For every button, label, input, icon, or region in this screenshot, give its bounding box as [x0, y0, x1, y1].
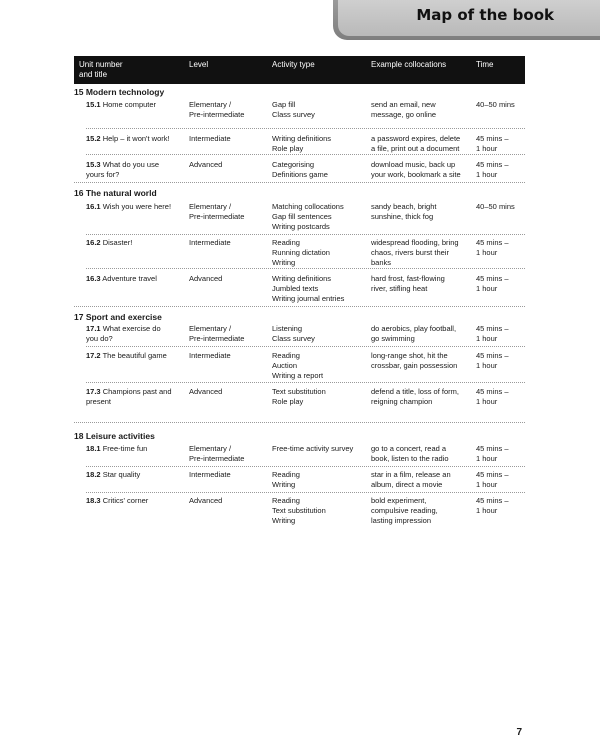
row-divider: [86, 154, 525, 155]
unit-cell: [86, 324, 186, 344]
level-cell: Elementary / Pre-intermediate: [189, 202, 245, 221]
time-cell: 45 mins – 1 hour: [476, 238, 509, 257]
header-time: Time: [476, 60, 494, 69]
header-collocations: Example collocations: [371, 60, 447, 69]
level-cell: Elementary / Pre-intermediate: [189, 444, 245, 463]
activity-cell: Categorising Definitions game: [272, 160, 328, 179]
unit-cell: [86, 100, 186, 110]
unit-cell: [86, 444, 186, 454]
level-cell: Elementary / Pre-intermediate: [189, 324, 245, 343]
collocations-cell: go to a concert, read a book, listen to the radio: [371, 444, 449, 463]
unit-number: 15.3: [86, 160, 101, 169]
unit-number: 16.1: [86, 202, 101, 211]
map-table: [74, 56, 525, 525]
table-header: [74, 56, 525, 84]
unit-cell: [86, 160, 186, 180]
unit-cell: [86, 202, 186, 212]
time-cell: 45 mins – 1 hour: [476, 351, 509, 370]
collocations-cell: long-range shot, hit the crossbar, gain possession: [371, 351, 458, 370]
collocations-cell: defend a title, loss of form, reigning champion: [371, 387, 459, 406]
collocations-cell: sandy beach, bright sunshine, thick fog: [371, 202, 437, 221]
row-divider: [86, 382, 525, 383]
section-title: 16 The natural world: [74, 188, 157, 198]
unit-title: Home computer: [102, 100, 157, 109]
activity-cell: Gap fill Class survey: [272, 100, 315, 119]
collocations-cell: do aerobics, play football, go swimming: [371, 324, 457, 343]
unit-title: Wish you were here!: [102, 202, 172, 211]
level-cell: Intermediate: [189, 238, 231, 247]
section-divider: [74, 182, 525, 183]
level-cell: Elementary / Pre-intermediate: [189, 100, 245, 119]
activity-cell: Reading Running dictation Writing: [272, 238, 330, 267]
level-cell: Advanced: [189, 496, 223, 505]
activity-cell: Writing definitions Jumbled texts Writing journal entries: [272, 274, 345, 303]
activity-cell: Reading Text substitution Writing: [272, 496, 326, 525]
unit-title: What exercise do you do?: [86, 324, 161, 343]
level-cell: Advanced: [189, 160, 223, 169]
section-title: 15 Modern technology: [74, 87, 165, 97]
section-title: 17 Sport and exercise: [74, 312, 162, 322]
unit-cell: [86, 496, 186, 506]
activity-cell: Reading Auction Writing a report: [272, 351, 324, 380]
page-title: Map of the book: [416, 6, 554, 24]
unit-title: Champions past and present: [86, 387, 172, 406]
unit-number: 16.3: [86, 274, 101, 283]
activity-cell: Matching collocations Gap fill sentences Writing postcards: [272, 202, 344, 231]
unit-cell: [86, 274, 186, 284]
row-divider: [86, 466, 525, 467]
level-cell: Intermediate: [189, 351, 231, 360]
time-cell: 45 mins – 1 hour: [476, 160, 509, 179]
row-divider: [86, 492, 525, 493]
unit-cell: [86, 351, 186, 361]
time-cell: 40–50 mins: [476, 202, 515, 211]
unit-number: 18.2: [86, 470, 101, 479]
map-of-book-tab: [333, 0, 600, 40]
unit-title: Critics' corner: [102, 496, 149, 505]
row-divider: [86, 268, 525, 269]
collocations-cell: bold experiment, compulsive reading, lasting impression: [371, 496, 438, 525]
unit-cell: [86, 470, 186, 480]
time-cell: 45 mins – 1 hour: [476, 134, 509, 153]
unit-title: Help – it won't work!: [102, 134, 170, 143]
level-cell: Intermediate: [189, 134, 231, 143]
collocations-cell: send an email, new message, go online: [371, 100, 437, 119]
unit-number: 15.1: [86, 100, 101, 109]
time-cell: 45 mins – 1 hour: [476, 324, 509, 343]
row-divider: [86, 346, 525, 347]
unit-number: 17.3: [86, 387, 101, 396]
time-cell: 45 mins – 1 hour: [476, 274, 509, 293]
header-unit: Unit number and title: [79, 60, 123, 79]
unit-title: Star quality: [102, 470, 141, 479]
activity-cell: Writing definitions Role play: [272, 134, 332, 153]
activity-cell: Free-time activity survey: [272, 444, 354, 453]
collocations-cell: widespread flooding, bring chaos, rivers burst their banks: [371, 238, 459, 267]
time-cell: 40–50 mins: [476, 100, 515, 109]
unit-title: Free-time fun: [102, 444, 148, 453]
unit-number: 17.1: [86, 324, 101, 333]
unit-cell: [86, 134, 186, 144]
section-divider: [74, 422, 525, 423]
unit-title: Adventure travel: [102, 274, 157, 283]
time-cell: 45 mins – 1 hour: [476, 444, 509, 463]
collocations-cell: star in a film, release an album, direct a movie: [371, 470, 451, 489]
activity-cell: Text substitution Role play: [272, 387, 326, 406]
time-cell: 45 mins – 1 hour: [476, 496, 509, 515]
unit-title: What do you use yours for?: [86, 160, 159, 179]
tab-inner: [338, 0, 600, 36]
row-divider: [86, 234, 525, 235]
unit-number: 17.2: [86, 351, 101, 360]
unit-number: 16.2: [86, 238, 101, 247]
section-divider: [74, 306, 525, 307]
unit-title: Disaster!: [102, 238, 133, 247]
level-cell: Advanced: [189, 274, 223, 283]
unit-title: The beautiful game: [102, 351, 167, 360]
time-cell: 45 mins – 1 hour: [476, 387, 509, 406]
time-cell: 45 mins – 1 hour: [476, 470, 509, 489]
unit-number: 18.3: [86, 496, 101, 505]
row-divider: [86, 128, 525, 129]
collocations-cell: download music, back up your work, bookmark a site: [371, 160, 461, 179]
level-cell: Intermediate: [189, 470, 231, 479]
unit-cell: [86, 238, 186, 248]
header-level: Level: [189, 60, 209, 69]
collocations-cell: hard frost, fast-flowing river, stifling heat: [371, 274, 445, 293]
activity-cell: Reading Writing: [272, 470, 300, 489]
unit-number: 15.2: [86, 134, 101, 143]
unit-number: 18.1: [86, 444, 101, 453]
collocations-cell: a password expires, delete a file, print out a document: [371, 134, 461, 153]
activity-cell: Listening Class survey: [272, 324, 315, 343]
header-activity: Activity type: [272, 60, 315, 69]
section-title: 18 Leisure activities: [74, 431, 155, 441]
level-cell: Advanced: [189, 387, 223, 396]
unit-cell: [86, 387, 186, 407]
page-number: 7: [516, 727, 522, 738]
